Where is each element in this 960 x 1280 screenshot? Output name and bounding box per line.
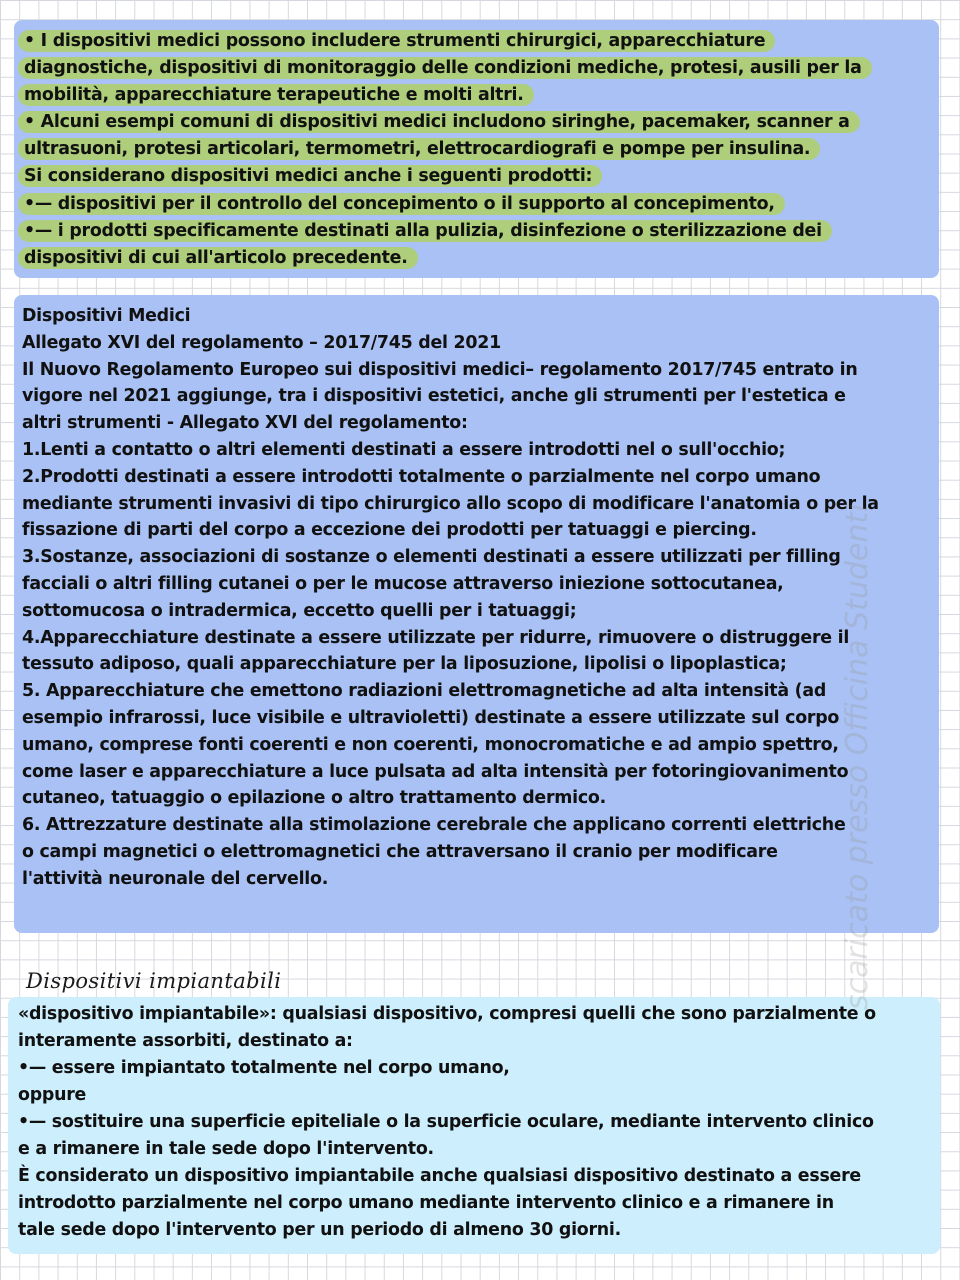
implantable-note-card — [8, 997, 940, 1254]
text-line — [24, 136, 929, 163]
text-line: •— sostituire una superficie epiteliale o la superficie oculare, mediante intervento clinico — [18, 1112, 874, 1132]
text-line — [24, 109, 929, 136]
text-line — [24, 55, 929, 82]
highlight: • I dispositivi medici possono includere strumenti chirurgici, apparecchiature — [18, 30, 775, 52]
text-line: o campi magnetici o elettromagnetici che attraversano il cranio per modificare — [22, 841, 778, 862]
text-line: oppure — [18, 1085, 87, 1105]
text-line: È considerato un dispositivo impiantabile anche qualsiasi dispositivo destinato a essere — [18, 1166, 861, 1186]
text-line: fissazione di parti del corpo a eccezione dei prodotti per tatuaggi e piercing. — [22, 520, 757, 541]
text-line: 2.Prodotti destinati a essere introdotti totalmente o parzialmente nel corpo umano — [22, 466, 821, 487]
text-line: tale sede dopo l'intervento per un periodo di almeno 30 giorni. — [18, 1220, 622, 1240]
text-line: 3.Sostanze, associazioni di sostanze o elementi destinati a essere utilizzati per filling — [22, 547, 841, 568]
text-line: vigore nel 2021 aggiunge, tra i dispositivi estetici, anche gli strumenti per l'estetica e — [22, 386, 846, 407]
watermark: scaricato presso Officina Studenti — [840, 503, 875, 1010]
text-line — [24, 28, 929, 55]
text-line: •— essere impiantato totalmente nel corpo umano, — [18, 1058, 510, 1078]
highlight: diagnostiche, dispositivi di monitoraggio delle condizioni mediche, protesi, ausili per la — [18, 57, 872, 79]
text-line: 1.Lenti a contatto o altri elementi destinati a essere introdotti nel o sull'occhio; — [22, 439, 786, 460]
text-line: Il Nuovo Regolamento Europeo sui dispositivi medici– regolamento 2017/745 entrato in — [22, 359, 858, 380]
highlight: dispositivi di cui all'articolo precedente. — [18, 247, 418, 269]
text-line: umano, comprese fonti coerenti e non coerenti, monocromatiche e ad ampio spettro, — [22, 734, 839, 755]
text-line: e a rimanere in tale sede dopo l'intervento. — [18, 1139, 434, 1159]
text-line: tessuto adiposo, quali apparecchiature per la liposuzione, lipolisi o lipoplastica; — [22, 654, 787, 675]
text-line — [24, 163, 929, 190]
card-subtitle: Allegato XVI del regolamento – 2017/745 del 2021 — [22, 332, 501, 353]
card-title: Dispositivi Medici — [22, 306, 191, 326]
highlight: •— dispositivi per il controllo del concepimento o il supporto al concepimento, — [18, 193, 785, 215]
intro-note-card — [14, 20, 939, 278]
highlight: • Alcuni esempi comuni di dispositivi medici includono siringhe, pacemaker, scanner a — [18, 111, 860, 133]
text-line: «dispositivo impiantabile»: qualsiasi dispositivo, compresi quelli che sono parzialmente o — [18, 1004, 876, 1024]
text-line: l'attività neuronale del cervello. — [22, 868, 329, 889]
text-line: facciali o altri filling cutanei o per le mucose attraverso iniezione sottocutanea, — [22, 573, 784, 594]
text-line — [24, 245, 929, 272]
text-line: esempio infrarossi, luce visibile e ultravioletti) destinate a essere utilizzate sul corpo — [22, 707, 840, 728]
text-line: 5. Apparecchiature che emettono radiazioni elettromagnetiche ad alta intensità (ad — [22, 681, 827, 702]
highlight: •— i prodotti specificamente destinati alla pulizia, disinfezione o sterilizzazione dei — [18, 220, 832, 242]
text-line: interamente assorbiti, destinato a: — [18, 1031, 353, 1051]
highlight: Si considerano dispositivi medici anche i seguenti prodotti: — [18, 165, 602, 187]
text-line: introdotto parzialmente nel corpo umano mediante intervento clinico e a rimanere in — [18, 1193, 834, 1213]
text-line: 6. Attrezzature destinate alla stimolazione cerebrale che applicano correnti elettriche — [22, 815, 846, 836]
text-line: mediante strumenti invasivi di tipo chirurgico allo scopo di modificare l'anatomia o per la — [22, 493, 879, 514]
regulation-note-card — [14, 295, 939, 933]
text-line: 4.Apparecchiature destinate a essere utilizzate per ridurre, rimuovere o distruggere il — [22, 627, 850, 648]
text-line: come laser e apparecchiature a luce pulsata ad alta intensità per fotoringiovanimento — [22, 761, 849, 782]
text-line — [24, 82, 929, 109]
text-line: sottomucosa o intradermica, eccetto quelli per i tatuaggi; — [22, 600, 577, 621]
text-line — [24, 218, 929, 245]
text-line — [24, 191, 929, 218]
text-line: cutaneo, tatuaggio o epilazione o altro trattamento dermico. — [22, 788, 606, 809]
highlight: mobilità, apparecchiature terapeutiche e molti altri. — [18, 84, 534, 106]
text-line: altri strumenti - Allegato XVI del regolamento: — [22, 413, 468, 434]
section-heading: Dispositivi impiantabili — [26, 969, 282, 993]
highlight: ultrasuoni, protesi articolari, termometri, elettrocardiografi e pompe per insulina. — [18, 138, 820, 160]
